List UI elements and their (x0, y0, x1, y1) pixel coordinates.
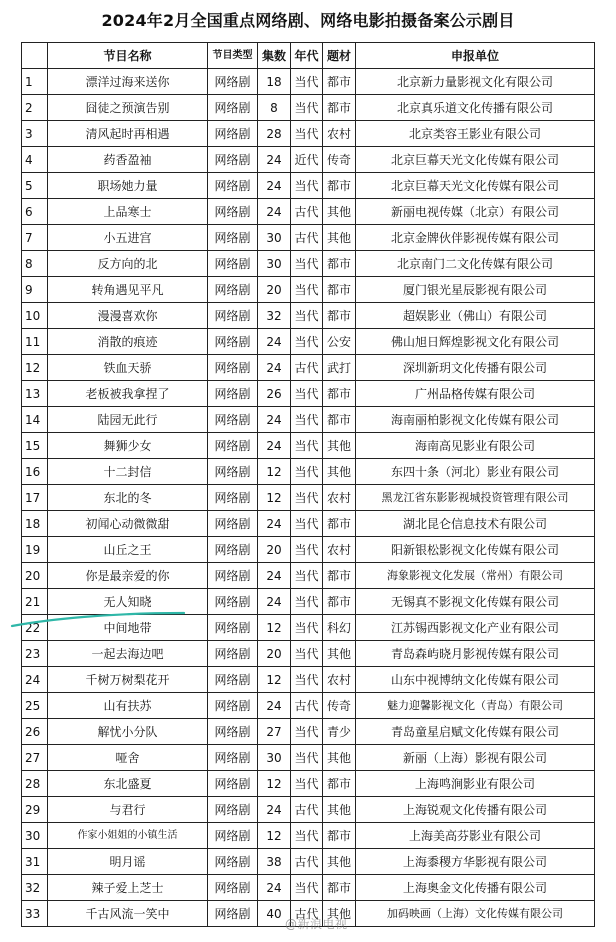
episodes-cell: 12 (258, 459, 291, 485)
table-row (22, 329, 595, 355)
table-row (22, 667, 595, 693)
title-cell: 囧徒之预演告别 (48, 95, 208, 121)
episodes-cell: 28 (258, 121, 291, 147)
episodes-cell: 8 (258, 95, 291, 121)
era-cell: 当代 (291, 121, 323, 147)
table-row (22, 121, 595, 147)
title-cell: 铁血天骄 (48, 355, 208, 381)
title-cell: 反方向的北 (48, 251, 208, 277)
company-cell: 上海美高芬影业有限公司 (356, 823, 595, 849)
title-cell: 作家小姐姐的小镇生活 (48, 823, 208, 849)
type-cell: 网络剧 (208, 433, 258, 459)
company-cell: 厦门银光星辰影视有限公司 (356, 277, 595, 303)
genre-cell: 其他 (323, 797, 356, 823)
company-cell: 阳新银松影视文化传媒有限公司 (356, 537, 595, 563)
era-cell: 近代 (291, 147, 323, 173)
episodes-cell: 24 (258, 407, 291, 433)
genre-cell: 传奇 (323, 147, 356, 173)
title-cell: 千树万树梨花开 (48, 667, 208, 693)
episodes-cell: 20 (258, 537, 291, 563)
title-cell: 山有扶苏 (48, 693, 208, 719)
episodes-cell: 12 (258, 485, 291, 511)
era-cell: 当代 (291, 303, 323, 329)
page-title: 2024年2月全国重点网络剧、网络电影拍摄备案公示剧目 (101, 11, 515, 30)
table-row (22, 147, 595, 173)
row-number-cell: 24 (22, 667, 48, 693)
type-cell: 网络剧 (208, 589, 258, 615)
row-number-cell: 16 (22, 459, 48, 485)
episodes-cell: 20 (258, 641, 291, 667)
title-cell: 中间地带 (48, 615, 208, 641)
company-cell: 魅力迎馨影视文化（青岛）有限公司 (356, 693, 595, 719)
episodes-cell: 24 (258, 797, 291, 823)
row-number-cell: 25 (22, 693, 48, 719)
table-row (22, 355, 595, 381)
title-cell: 漂洋过海来送你 (48, 69, 208, 95)
type-cell: 网络剧 (208, 147, 258, 173)
genre-cell: 其他 (323, 459, 356, 485)
title-cell: 东北的冬 (48, 485, 208, 511)
table-row (22, 381, 595, 407)
episodes-cell: 24 (258, 173, 291, 199)
type-cell: 网络剧 (208, 823, 258, 849)
era-cell: 古代 (291, 199, 323, 225)
company-cell: 加码映画（上海）文化传媒有限公司 (356, 901, 595, 927)
company-cell: 北京南门二文化传媒有限公司 (356, 251, 595, 277)
era-cell: 当代 (291, 277, 323, 303)
era-cell: 古代 (291, 901, 323, 927)
company-cell: 广州品格传媒有限公司 (356, 381, 595, 407)
era-cell: 古代 (291, 849, 323, 875)
type-cell: 网络剧 (208, 511, 258, 537)
type-cell: 网络剧 (208, 69, 258, 95)
row-number-cell: 33 (22, 901, 48, 927)
company-cell: 湖北昆仑信息技术有限公司 (356, 511, 595, 537)
company-cell: 海南丽柏影视文化传媒有限公司 (356, 407, 595, 433)
title-cell: 舞狮少女 (48, 433, 208, 459)
title-cell: 十二封信 (48, 459, 208, 485)
episodes-cell: 24 (258, 875, 291, 901)
era-cell: 当代 (291, 537, 323, 563)
episodes-cell: 24 (258, 329, 291, 355)
company-cell: 黑龙江省东影影视城投资管理有限公司 (356, 485, 595, 511)
table-row (22, 95, 595, 121)
type-cell: 网络剧 (208, 745, 258, 771)
era-cell: 当代 (291, 433, 323, 459)
row-number-cell: 22 (22, 615, 48, 641)
table-row (22, 277, 595, 303)
title-cell: 转角遇见平凡 (48, 277, 208, 303)
genre-cell: 都市 (323, 277, 356, 303)
company-cell: 无锡真不影视文化传媒有限公司 (356, 589, 595, 615)
row-number-cell: 26 (22, 719, 48, 745)
company-cell: 上海鸣涧影业有限公司 (356, 771, 595, 797)
row-number-cell: 12 (22, 355, 48, 381)
company-cell: 北京新力量影视文化有限公司 (356, 69, 595, 95)
table-row (22, 719, 595, 745)
row-number-cell: 11 (22, 329, 48, 355)
era-cell: 当代 (291, 745, 323, 771)
header-era: 年代 (291, 43, 323, 69)
company-cell: 海南高见影业有限公司 (356, 433, 595, 459)
episodes-cell: 12 (258, 615, 291, 641)
genre-cell: 农村 (323, 667, 356, 693)
genre-cell: 其他 (323, 225, 356, 251)
table-row (22, 199, 595, 225)
genre-cell: 都市 (323, 407, 356, 433)
title-cell: 漫漫喜欢你 (48, 303, 208, 329)
genre-cell: 农村 (323, 485, 356, 511)
episodes-cell: 12 (258, 667, 291, 693)
genre-cell: 其他 (323, 199, 356, 225)
episodes-cell: 24 (258, 511, 291, 537)
era-cell: 当代 (291, 69, 323, 95)
genre-cell: 都市 (323, 823, 356, 849)
filing-table (21, 42, 595, 927)
row-number-cell: 29 (22, 797, 48, 823)
company-cell: 北京巨幕天光文化传媒有限公司 (356, 147, 595, 173)
table-body (22, 69, 595, 927)
row-number-cell: 28 (22, 771, 48, 797)
genre-cell: 其他 (323, 901, 356, 927)
episodes-cell: 24 (258, 563, 291, 589)
row-number-cell: 27 (22, 745, 48, 771)
title-cell: 与君行 (48, 797, 208, 823)
title-cell: 山丘之王 (48, 537, 208, 563)
era-cell: 古代 (291, 693, 323, 719)
era-cell: 当代 (291, 875, 323, 901)
episodes-cell: 38 (258, 849, 291, 875)
title-cell: 解忧小分队 (48, 719, 208, 745)
row-number-cell: 10 (22, 303, 48, 329)
genre-cell: 其他 (323, 433, 356, 459)
genre-cell: 都市 (323, 69, 356, 95)
title-cell: 陆园无此行 (48, 407, 208, 433)
episodes-cell: 30 (258, 745, 291, 771)
genre-cell: 都市 (323, 771, 356, 797)
episodes-cell: 24 (258, 355, 291, 381)
title-cell: 消散的痕迹 (48, 329, 208, 355)
genre-cell: 都市 (323, 95, 356, 121)
era-cell: 当代 (291, 173, 323, 199)
row-number-cell: 2 (22, 95, 48, 121)
company-cell: 新丽电视传媒（北京）有限公司 (356, 199, 595, 225)
title-cell: 初闻心动微微甜 (48, 511, 208, 537)
type-cell: 网络剧 (208, 121, 258, 147)
era-cell: 古代 (291, 355, 323, 381)
era-cell: 当代 (291, 511, 323, 537)
title-cell: 小五进宫 (48, 225, 208, 251)
episodes-cell: 24 (258, 693, 291, 719)
row-number-cell: 31 (22, 849, 48, 875)
genre-cell: 都市 (323, 589, 356, 615)
type-cell: 网络剧 (208, 355, 258, 381)
header-type: 节目类型 (208, 43, 258, 69)
era-cell: 古代 (291, 797, 323, 823)
row-number-cell: 14 (22, 407, 48, 433)
type-cell: 网络剧 (208, 849, 258, 875)
row-number-cell: 1 (22, 69, 48, 95)
genre-cell: 都市 (323, 173, 356, 199)
genre-cell: 农村 (323, 121, 356, 147)
title-cell: 药香盈袖 (48, 147, 208, 173)
company-cell: 青岛童星启赋文化传媒有限公司 (356, 719, 595, 745)
company-cell: 超娱影业（佛山）有限公司 (356, 303, 595, 329)
header-title: 节目名称 (48, 43, 208, 69)
row-number-cell: 17 (22, 485, 48, 511)
type-cell: 网络剧 (208, 173, 258, 199)
company-cell: 江苏锡西影视文化产业有限公司 (356, 615, 595, 641)
table-row (22, 225, 595, 251)
title-cell: 清风起时再相遇 (48, 121, 208, 147)
row-number-cell: 18 (22, 511, 48, 537)
header-genre: 题材 (323, 43, 356, 69)
row-number-cell: 19 (22, 537, 48, 563)
table-row (22, 407, 595, 433)
genre-cell: 传奇 (323, 693, 356, 719)
table-row (22, 589, 595, 615)
type-cell: 网络剧 (208, 615, 258, 641)
title-cell: 无人知晓 (48, 589, 208, 615)
company-cell: 上海锐观文化传播有限公司 (356, 797, 595, 823)
type-cell: 网络剧 (208, 95, 258, 121)
era-cell: 当代 (291, 381, 323, 407)
watermark-text: @新浪电视 (285, 917, 348, 931)
era-cell: 当代 (291, 615, 323, 641)
genre-cell: 青少 (323, 719, 356, 745)
era-cell: 当代 (291, 589, 323, 615)
genre-cell: 都市 (323, 381, 356, 407)
episodes-cell: 20 (258, 277, 291, 303)
row-number-cell: 21 (22, 589, 48, 615)
table-row (22, 563, 595, 589)
type-cell: 网络剧 (208, 797, 258, 823)
title-cell: 明月谣 (48, 849, 208, 875)
era-cell: 当代 (291, 95, 323, 121)
title-cell: 老板被我拿捏了 (48, 381, 208, 407)
row-number-cell: 3 (22, 121, 48, 147)
episodes-cell: 24 (258, 147, 291, 173)
type-cell: 网络剧 (208, 277, 258, 303)
era-cell: 当代 (291, 641, 323, 667)
genre-cell: 其他 (323, 849, 356, 875)
era-cell: 当代 (291, 719, 323, 745)
genre-cell: 其他 (323, 745, 356, 771)
genre-cell: 科幻 (323, 615, 356, 641)
type-cell: 网络剧 (208, 563, 258, 589)
table-row (22, 615, 595, 641)
episodes-cell: 24 (258, 589, 291, 615)
row-number-cell: 4 (22, 147, 48, 173)
company-cell: 上海奥金文化传播有限公司 (356, 875, 595, 901)
era-cell: 当代 (291, 459, 323, 485)
header-episodes: 集数 (258, 43, 291, 69)
episodes-cell: 24 (258, 433, 291, 459)
type-cell: 网络剧 (208, 485, 258, 511)
table-row (22, 641, 595, 667)
episodes-cell: 27 (258, 719, 291, 745)
type-cell: 网络剧 (208, 667, 258, 693)
type-cell: 网络剧 (208, 407, 258, 433)
company-cell: 海象影视文化发展（常州）有限公司 (356, 563, 595, 589)
type-cell: 网络剧 (208, 225, 258, 251)
type-cell: 网络剧 (208, 641, 258, 667)
row-number-cell: 5 (22, 173, 48, 199)
episodes-cell: 26 (258, 381, 291, 407)
era-cell: 当代 (291, 251, 323, 277)
genre-cell: 武打 (323, 355, 356, 381)
type-cell: 网络剧 (208, 329, 258, 355)
company-cell: 深圳新玥文化传播有限公司 (356, 355, 595, 381)
company-cell: 上海黍稷方华影视有限公司 (356, 849, 595, 875)
type-cell: 网络剧 (208, 381, 258, 407)
type-cell: 网络剧 (208, 537, 258, 563)
genre-cell: 都市 (323, 511, 356, 537)
title-cell: 一起去海边吧 (48, 641, 208, 667)
table-row (22, 433, 595, 459)
table-row (22, 745, 595, 771)
type-cell: 网络剧 (208, 303, 258, 329)
company-cell: 新丽（上海）影视有限公司 (356, 745, 595, 771)
title-cell: 上品寒士 (48, 199, 208, 225)
company-cell: 北京类容王影业有限公司 (356, 121, 595, 147)
title-cell: 辣子爱上芝士 (48, 875, 208, 901)
genre-cell: 都市 (323, 875, 356, 901)
company-cell: 佛山旭日辉煌影视文化有限公司 (356, 329, 595, 355)
row-number-cell: 20 (22, 563, 48, 589)
table-row (22, 771, 595, 797)
company-cell: 青岛森屿晓月影视传媒有限公司 (356, 641, 595, 667)
header-number (22, 43, 48, 69)
episodes-cell: 12 (258, 823, 291, 849)
episodes-cell: 30 (258, 225, 291, 251)
type-cell: 网络剧 (208, 693, 258, 719)
row-number-cell: 15 (22, 433, 48, 459)
company-cell: 北京金牌伙伴影视传媒有限公司 (356, 225, 595, 251)
type-cell: 网络剧 (208, 719, 258, 745)
table-row (22, 823, 595, 849)
table-row (22, 459, 595, 485)
table-row (22, 173, 595, 199)
row-number-cell: 30 (22, 823, 48, 849)
era-cell: 当代 (291, 563, 323, 589)
type-cell: 网络剧 (208, 199, 258, 225)
title-cell: 东北盛夏 (48, 771, 208, 797)
table-row (22, 537, 595, 563)
table-row (22, 849, 595, 875)
era-cell: 当代 (291, 667, 323, 693)
genre-cell: 公安 (323, 329, 356, 355)
row-number-cell: 8 (22, 251, 48, 277)
era-cell: 古代 (291, 225, 323, 251)
table-row (22, 797, 595, 823)
type-cell: 网络剧 (208, 459, 258, 485)
table-row (22, 251, 595, 277)
title-cell: 职场她力量 (48, 173, 208, 199)
episodes-cell: 18 (258, 69, 291, 95)
genre-cell: 农村 (323, 537, 356, 563)
table-row (22, 69, 595, 95)
header-company: 申报单位 (356, 43, 595, 69)
episodes-cell: 30 (258, 251, 291, 277)
company-cell: 北京巨幕天光文化传媒有限公司 (356, 173, 595, 199)
table-row (22, 511, 595, 537)
title-cell: 你是最亲爱的你 (48, 563, 208, 589)
type-cell: 网络剧 (208, 771, 258, 797)
episodes-cell: 40 (258, 901, 291, 927)
row-number-cell: 23 (22, 641, 48, 667)
row-number-cell: 9 (22, 277, 48, 303)
row-number-cell: 6 (22, 199, 48, 225)
company-cell: 东四十条（河北）影业有限公司 (356, 459, 595, 485)
company-cell: 北京真乐道文化传播有限公司 (356, 95, 595, 121)
era-cell: 当代 (291, 407, 323, 433)
genre-cell: 都市 (323, 303, 356, 329)
title-cell: 千古风流一笑中 (48, 901, 208, 927)
table-row (22, 485, 595, 511)
era-cell: 当代 (291, 823, 323, 849)
type-cell: 网络剧 (208, 251, 258, 277)
company-cell: 山东中视博纳文化传媒有限公司 (356, 667, 595, 693)
episodes-cell: 12 (258, 771, 291, 797)
genre-cell: 都市 (323, 251, 356, 277)
era-cell: 当代 (291, 771, 323, 797)
genre-cell: 都市 (323, 563, 356, 589)
era-cell: 当代 (291, 329, 323, 355)
table-header-row (22, 43, 595, 69)
row-number-cell: 13 (22, 381, 48, 407)
genre-cell: 其他 (323, 641, 356, 667)
table-row (22, 875, 595, 901)
table-row (22, 693, 595, 719)
type-cell: 网络剧 (208, 875, 258, 901)
episodes-cell: 32 (258, 303, 291, 329)
episodes-cell: 24 (258, 199, 291, 225)
row-number-cell: 7 (22, 225, 48, 251)
table-row (22, 303, 595, 329)
type-cell: 网络剧 (208, 901, 258, 927)
era-cell: 当代 (291, 485, 323, 511)
row-number-cell: 32 (22, 875, 48, 901)
title-cell: 哑舍 (48, 745, 208, 771)
